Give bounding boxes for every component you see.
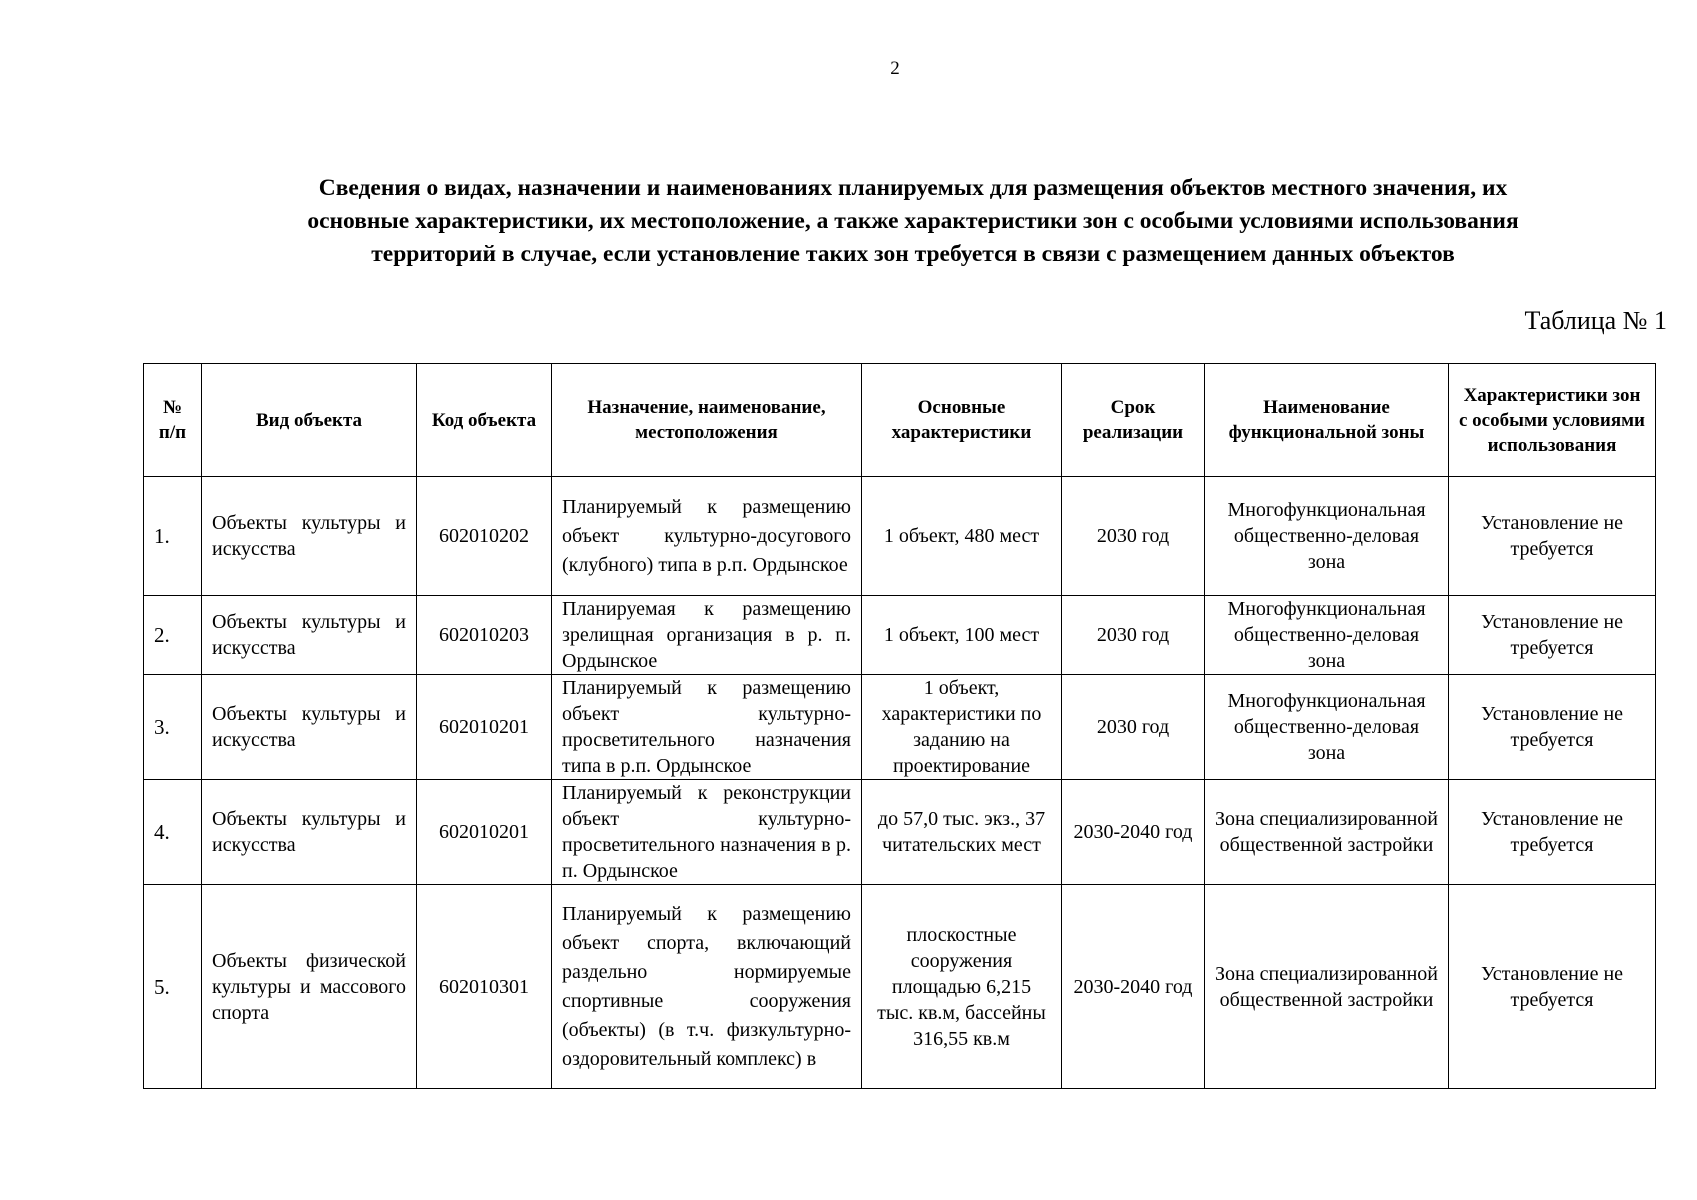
cell-cond: Установление не требуется: [1449, 596, 1656, 675]
cell-char: 1 объект, 100 мест: [862, 596, 1062, 675]
cell-char: 1 объект, характеристики по заданию на проектирование: [862, 675, 1062, 780]
cell-char: до 57,0 тыс. экз., 37 читательских мест: [862, 780, 1062, 885]
cell-num: 5.: [144, 885, 202, 1089]
cell-desc: Планируемый к размещению объект спорта, включающий раздельно нормируемые спортивные сооружения (объекты) (в т.ч. физкультурно-оздоровительный комплекс) в: [552, 885, 862, 1089]
cell-zone: Многофункциональная общественно-деловая зона: [1205, 596, 1449, 675]
cell-type: Объекты физической культуры и массового спорта: [202, 885, 417, 1089]
cell-desc: Планируемый к размещению объект культурно-досугового (клубного) типа в р.п. Ордынское: [552, 477, 862, 596]
cell-code: 602010203: [417, 596, 552, 675]
cell-cond: Установление не требуется: [1449, 780, 1656, 885]
cell-num: 2.: [144, 596, 202, 675]
cell-cond: Установление не требуется: [1449, 477, 1656, 596]
cell-zone: Зона специализированной общественной застройки: [1205, 885, 1449, 1089]
cell-code: 602010201: [417, 780, 552, 885]
header-term: Срок реализации: [1062, 364, 1205, 477]
cell-desc: Планируемая к размещению зрелищная организация в р. п. Ордынское: [552, 596, 862, 675]
cell-zone: Многофункциональная общественно-деловая зона: [1205, 477, 1449, 596]
header-code: Код объекта: [417, 364, 552, 477]
cell-code: 602010201: [417, 675, 552, 780]
cell-num: 4.: [144, 780, 202, 885]
title-line-3: территорий в случае, если установление таких зон требуется в связи с размещением данных объектов: [371, 241, 1455, 267]
table-row: [144, 477, 1656, 596]
cell-type: Объекты культуры и искусства: [202, 477, 417, 596]
header-cond: Характеристики зон с особыми условиями использования: [1449, 364, 1656, 477]
cell-term: 2030-2040 год: [1062, 885, 1205, 1089]
cell-cond: Установление не требуется: [1449, 675, 1656, 780]
cell-term: 2030 год: [1062, 477, 1205, 596]
cell-type: Объекты культуры и искусства: [202, 596, 417, 675]
cell-char: плоскостные сооружения площадью 6,215 тыс. кв.м, бассейны 316,55 кв.м: [862, 885, 1062, 1089]
cell-type: Объекты культуры и искусства: [202, 780, 417, 885]
cell-term: 2030 год: [1062, 596, 1205, 675]
table-row: [144, 780, 1656, 885]
page-number: 2: [890, 58, 900, 79]
cell-zone: Многофункциональная общественно-деловая зона: [1205, 675, 1449, 780]
table-row: [144, 885, 1656, 1089]
cell-char: 1 объект, 480 мест: [862, 477, 1062, 596]
cell-num: 1.: [144, 477, 202, 596]
cell-code: 602010301: [417, 885, 552, 1089]
cell-desc: Планируемый к размещению объект культурно-просветительного назначения типа в р.п. Ордынское: [552, 675, 862, 780]
cell-code: 602010202: [417, 477, 552, 596]
cell-zone: Зона специализированной общественной застройки: [1205, 780, 1449, 885]
objects-table: [143, 363, 1656, 1089]
table-label: Таблица № 1: [1524, 306, 1667, 335]
cell-desc: Планируемый к реконструкции объект культурно-просветительного назначения в р. п. Ордынское: [552, 780, 862, 885]
table-row: [144, 596, 1656, 675]
title-line-1: Сведения о видах, назначении и наименованиях планируемых для размещения объектов местного значения, их: [318, 175, 1508, 201]
table-header-row: [144, 364, 1656, 477]
cell-term: 2030 год: [1062, 675, 1205, 780]
cell-num: 3.: [144, 675, 202, 780]
header-type: Вид объекта: [202, 364, 417, 477]
cell-type: Объекты культуры и искусства: [202, 675, 417, 780]
header-char: Основные характеристики: [862, 364, 1062, 477]
header-num: № п/п: [144, 364, 202, 477]
header-desc: Назначение, наименование, местоположения: [552, 364, 862, 477]
cell-term: 2030-2040 год: [1062, 780, 1205, 885]
title-line-2: основные характеристики, их местоположение, а также характеристики зон с особыми условиями использования: [307, 208, 1519, 234]
document-title: [168, 172, 1658, 271]
header-zone: Наименование функциональной зоны: [1205, 364, 1449, 477]
cell-cond: Установление не требуется: [1449, 885, 1656, 1089]
table-row: [144, 675, 1656, 780]
